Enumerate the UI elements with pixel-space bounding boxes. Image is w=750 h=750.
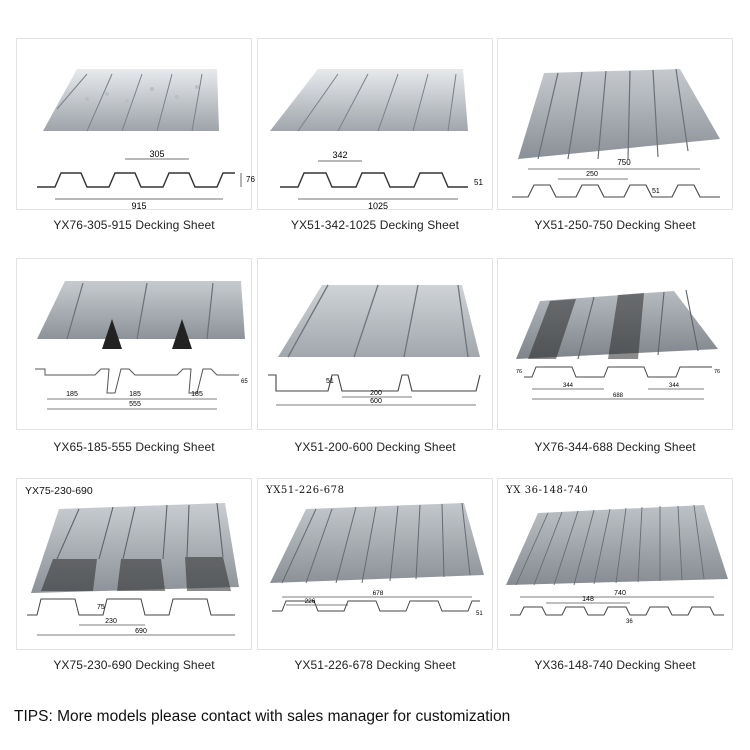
dim-label: 51 bbox=[474, 178, 483, 187]
dim-label: 36 bbox=[626, 619, 633, 625]
product-caption: YX51-342-1025 Decking Sheet bbox=[290, 218, 460, 232]
product-card[interactable] bbox=[257, 478, 493, 650]
decking-sheet-image bbox=[17, 39, 253, 211]
dim-label: 65 bbox=[241, 379, 248, 385]
model-label: YX 36-148-740 bbox=[506, 485, 589, 496]
dim-label: 740 bbox=[614, 590, 626, 597]
dim-label: 51 bbox=[652, 188, 660, 195]
product-caption: YX75-230-690 Decking Sheet bbox=[53, 658, 215, 672]
dim-label: 305 bbox=[149, 149, 165, 159]
dim-label: 200 bbox=[370, 390, 382, 397]
dim-label: 688 bbox=[612, 393, 624, 399]
dim-label: 250 bbox=[586, 171, 598, 178]
product-caption: YX51-226-678 Decking Sheet bbox=[294, 658, 456, 672]
product-card[interactable] bbox=[497, 478, 733, 650]
dim-label: 750 bbox=[617, 158, 631, 167]
product-card[interactable] bbox=[257, 38, 493, 210]
dim-label: 1025 bbox=[367, 201, 389, 211]
model-label: YX75-230-690 bbox=[25, 485, 93, 497]
product-caption: YX65-185-555 Decking Sheet bbox=[53, 440, 215, 454]
model-label: YX51-226-678 bbox=[266, 485, 345, 496]
dim-label: 915 bbox=[131, 201, 147, 211]
dim-label: 185 bbox=[191, 391, 203, 398]
decking-sheet-image bbox=[17, 259, 253, 431]
dim-label: 51 bbox=[326, 378, 334, 385]
product-card[interactable] bbox=[257, 258, 493, 430]
product-card[interactable] bbox=[16, 478, 252, 650]
product-caption: YX76-305-915 Decking Sheet bbox=[53, 218, 215, 232]
dim-label: 678 bbox=[372, 590, 384, 597]
product-card[interactable] bbox=[497, 38, 733, 210]
product-card[interactable] bbox=[16, 38, 255, 211]
decking-sheet-image bbox=[498, 259, 734, 431]
decking-sheet-image bbox=[498, 479, 734, 651]
decking-sheet-image bbox=[17, 479, 253, 651]
decking-sheet-image bbox=[498, 39, 734, 211]
decking-sheet-image bbox=[258, 259, 494, 431]
dim-label: 600 bbox=[370, 398, 382, 405]
product-caption: YX76-344-688 Decking Sheet bbox=[534, 440, 696, 454]
decking-sheet-image bbox=[258, 479, 494, 651]
dim-label: 76 bbox=[246, 175, 255, 184]
decking-sheet-image bbox=[258, 39, 494, 211]
product-card[interactable] bbox=[497, 258, 733, 430]
dim-label: 75 bbox=[97, 604, 105, 611]
dim-label: 342 bbox=[332, 150, 348, 160]
product-caption: YX51-250-750 Decking Sheet bbox=[534, 218, 696, 232]
dim-label: 344 bbox=[668, 383, 680, 389]
dim-label: 76 bbox=[714, 369, 721, 375]
dim-label: 76 bbox=[516, 369, 523, 375]
dim-label: 344 bbox=[562, 383, 574, 389]
dim-label: 185 bbox=[129, 391, 141, 398]
product-caption: YX36-148-740 Decking Sheet bbox=[534, 658, 696, 672]
dim-label: 148 bbox=[582, 596, 594, 603]
product-caption: YX51-200-600 Decking Sheet bbox=[294, 440, 456, 454]
dim-label: 230 bbox=[105, 618, 117, 625]
dim-label: 51 bbox=[476, 611, 483, 617]
dim-label: 555 bbox=[129, 401, 141, 408]
product-card[interactable] bbox=[16, 258, 252, 430]
tips-note: TIPS: More models please contact with sales manager for customization bbox=[14, 708, 511, 725]
dim-label: 185 bbox=[66, 391, 78, 398]
dim-label: 690 bbox=[135, 628, 147, 635]
dim-label: 226 bbox=[304, 598, 316, 605]
